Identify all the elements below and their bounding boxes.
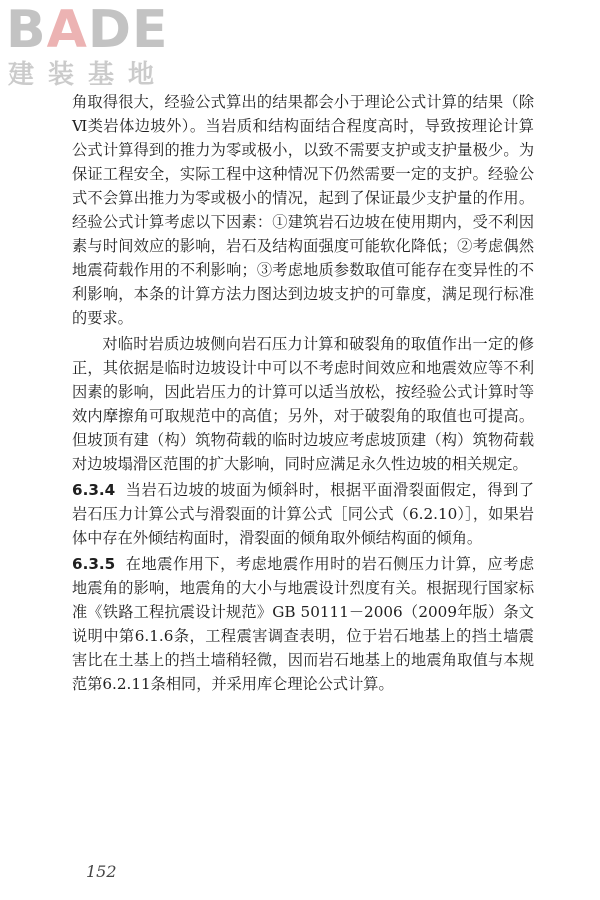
paragraph xyxy=(72,90,534,330)
paragraph xyxy=(72,332,534,476)
paragraph-text: 在地震作用下，考虑地震作用时的岩石侧压力计算，应考虑地震角的影响，地震角的大小与地震设计烈度有关。根据现行国家标准《铁路工程抗震设计规范》GB 50111－2006（2009年版）条文说明中第6.1.6条，工程震害调查表明，位于岩石地基上的挡土墙震害比在土基上的挡土墙稍轻微，因而岩石地基上的地震角取值与本规范第6.2.11条相同，并采用库仑理论公式计算。 xyxy=(72,555,534,693)
paragraph-text: 角取得很大，经验公式算出的结果都会小于理论公式计算的结果（除Ⅵ类岩体边坡外）。当岩质和结构面结合程度高时，导致按理论计算公式计算得到的推力为零或极小，以致不需要支护或支护量极少。为保证工程安全，实际工程中这种情况下仍然需要一定的支护。经验公式不会算出推力为零或极小的情况，起到了保证最少支护量的作用。经验公式计算考虑以下因素：①建筑岩石边坡在使用期内，受不利因素与时间效应的影响，岩石及结构面强度可能软化降低；②考虑偶然地震荷载作用的不利影响；③考虑地质参数取值可能存在变异性的不利影响，本条的计算方法力图达到边坡支护的可靠度，满足现行标准的要求。 xyxy=(72,93,534,327)
brand-logo xyxy=(6,2,181,92)
clause-6-3-5 xyxy=(72,552,534,696)
page-number: 152 xyxy=(86,862,117,881)
clause-number: 6.3.5 xyxy=(72,555,116,573)
clause-number: 6.3.4 xyxy=(72,481,116,499)
clause-6-3-4 xyxy=(72,478,534,550)
paragraph-text: 当岩石边坡的坡面为倾斜时，根据平面滑裂面假定，得到了岩石压力计算公式与滑裂面的计算公式［同公式（6.2.10）］，如果岩体中存在外倾结构面时，滑裂面的倾角取外倾结构面的倾角。 xyxy=(72,481,534,547)
document-body xyxy=(72,90,534,698)
brand-logo-wordmark: BADE xyxy=(6,0,169,60)
paragraph-text: 对临时岩质边坡侧向岩石压力计算和破裂角的取值作出一定的修正，其依据是临时边坡设计中可以不考虑时间效应和地震效应等不利因素的影响，因此岩压力的计算可以适当放松，按经验公式计算时等效内摩擦角可取规范中的高值；另外，对于破裂角的取值也可提高。但坡顶有建（构）筑物荷载的临时边坡应考虑坡顶建（构）筑物荷载对边坡塌滑区范围的扩大影响，同时应满足永久性边坡的相关规定。 xyxy=(72,335,534,473)
brand-logo-subtitle: 建装基地 xyxy=(8,60,169,90)
